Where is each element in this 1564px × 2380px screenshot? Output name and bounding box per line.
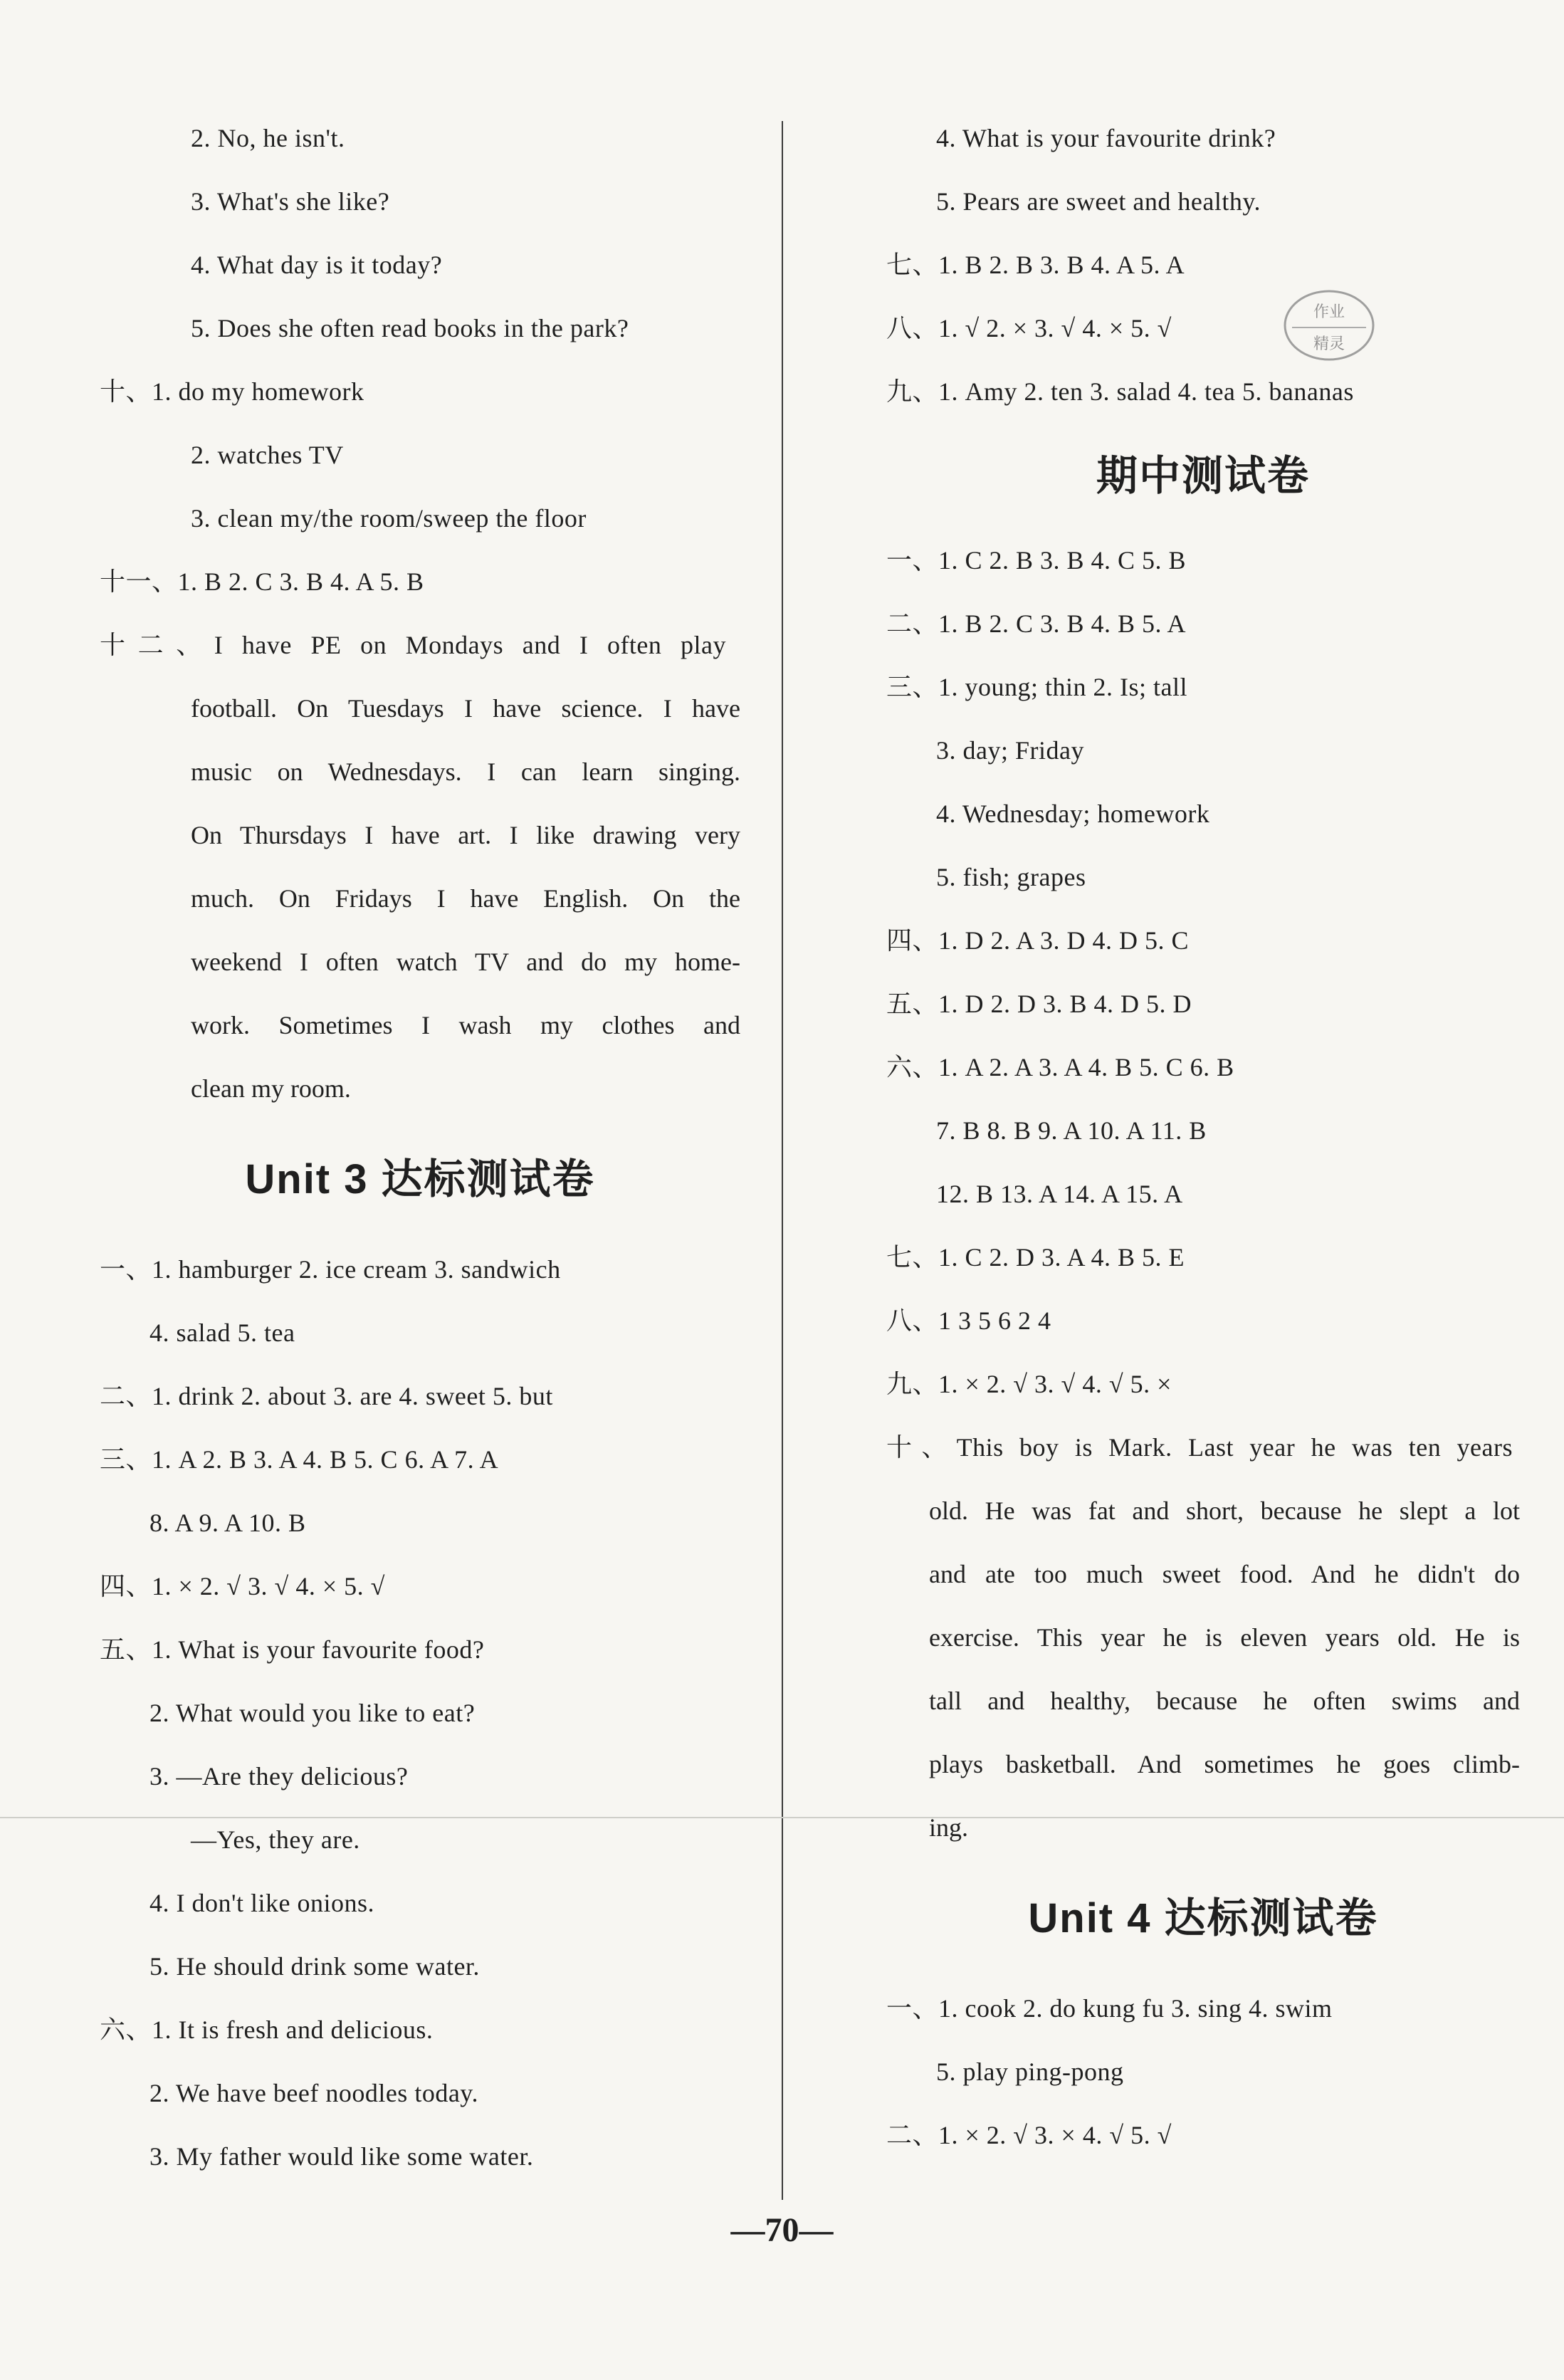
answer-line: 八、1 3 5 6 2 4 xyxy=(886,1306,1051,1335)
paragraph-line: weekend I often watch TV and do my home- xyxy=(191,948,740,976)
answer-line: 九、1. Amy 2. ten 3. salad 4. tea 5. bananas xyxy=(886,377,1354,406)
right-answers-part3 xyxy=(886,1977,1520,2167)
stamp-text-bottom: 精灵 xyxy=(1313,335,1345,353)
answer-line: 三、1. young; thin 2. Is; tall xyxy=(886,673,1187,701)
answer-line: 五、1. What is your favourite food? xyxy=(100,1635,485,1664)
answer-line: 4. What day is it today? xyxy=(191,251,443,279)
answer-line: 7. B 8. B 9. A 10. A 11. B xyxy=(936,1116,1207,1145)
answer-line: 一、1. hamburger 2. ice cream 3. sandwich xyxy=(100,1255,561,1284)
answer-line: 3. What's she like? xyxy=(191,187,390,216)
midterm-heading: 期中测试卷 xyxy=(1096,453,1310,499)
left-column xyxy=(100,107,740,2188)
answer-line: 六、1. It is fresh and delicious. xyxy=(100,2015,434,2044)
answer-line: 2. No, he isn't. xyxy=(191,124,345,152)
answer-line: 四、1. × 2. √ 3. √ 4. × 5. √ xyxy=(100,1572,385,1600)
answer-line: 2. We have beef noodles today. xyxy=(149,2079,478,2107)
answer-line: 5. Does she often read books in the park? xyxy=(191,314,629,342)
answer-line: 8. A 9. A 10. B xyxy=(149,1509,306,1537)
answer-line: 五、1. D 2. D 3. B 4. D 5. D xyxy=(886,990,1192,1018)
right-paragraph xyxy=(886,1479,1520,1860)
unit4-heading: Unit 4 达标测试卷 xyxy=(1028,1895,1378,1941)
answer-line: 十一、1. B 2. C 3. B 4. A 5. B xyxy=(100,567,424,596)
answer-line: 九、1. × 2. √ 3. √ 4. √ 5. × xyxy=(886,1370,1172,1398)
paragraph-line: football. On Tuesdays I have science. I have xyxy=(191,694,740,723)
left-paragraph xyxy=(100,677,740,1121)
answer-line: 5. Pears are sweet and healthy. xyxy=(936,187,1261,216)
answer-line: 3. My father would like some water. xyxy=(149,2142,534,2171)
answer-line: 2. What would you like to eat? xyxy=(149,1699,476,1727)
answer-line: 四、1. D 2. A 3. D 4. D 5. C xyxy=(886,926,1190,955)
answer-line: 二、1. × 2. √ 3. × 4. √ 5. √ xyxy=(886,2121,1172,2149)
answer-line: 3. —Are they delicious? xyxy=(149,1762,409,1791)
answer-line: 一、1. cook 2. do kung fu 3. sing 4. swim xyxy=(886,1994,1333,2023)
unit3-heading: Unit 3 达标测试卷 xyxy=(245,1156,595,1202)
answer-line: 七、1. C 2. D 3. A 4. B 5. E xyxy=(886,1243,1185,1272)
answer-line: 六、1. A 2. A 3. A 4. B 5. C 6. B xyxy=(886,1053,1234,1081)
answer-line: 5. play ping-pong xyxy=(936,2057,1124,2086)
paragraph-line: ing. xyxy=(929,1813,969,1842)
homework-stamp-icon xyxy=(1278,285,1377,367)
answer-line: 4. I don't like onions. xyxy=(149,1889,374,1917)
right-answers-part1 xyxy=(886,107,1520,424)
answer-line: 二、1. drink 2. about 3. are 4. sweet 5. but xyxy=(100,1382,553,1410)
stamp-text-top: 作业 xyxy=(1313,303,1345,321)
left-answers-part1 xyxy=(100,107,740,614)
answer-line: 4. salad 5. tea xyxy=(149,1319,295,1347)
right-paragraph-label: 十、This boy is Mark. Last year he was ten years xyxy=(886,1433,1513,1462)
answer-line: 12. B 13. A 14. A 15. A xyxy=(936,1180,1183,1208)
paragraph-line: old. He was fat and short, because he slept a lot xyxy=(929,1496,1520,1525)
left-paragraph-label: 十二、I have PE on Mondays and I often play xyxy=(100,631,726,659)
paragraph-line: exercise. This year he is eleven years old. He is xyxy=(929,1623,1520,1652)
answer-line: 3. day; Friday xyxy=(936,736,1084,765)
paragraph-line: and ate too much sweet food. And he didn't do xyxy=(929,1560,1520,1588)
column-divider xyxy=(782,121,783,2200)
answer-line: 5. fish; grapes xyxy=(936,863,1086,891)
answer-line: 三、1. A 2. B 3. A 4. B 5. C 6. A 7. A xyxy=(100,1445,499,1474)
answer-line: —Yes, they are. xyxy=(191,1825,360,1854)
answer-line: 七、1. B 2. B 3. B 4. A 5. A xyxy=(886,251,1185,279)
answer-line: 二、1. B 2. C 3. B 4. B 5. A xyxy=(886,609,1187,638)
answer-line: 4. Wednesday; homework xyxy=(936,800,1210,828)
answer-line: 3. clean my/the room/sweep the floor xyxy=(191,504,587,533)
page-number: —70— xyxy=(730,2211,834,2249)
answer-line: 2. watches TV xyxy=(191,441,344,469)
paragraph-line: much. On Fridays I have English. On the xyxy=(191,884,740,913)
answer-line: 4. What is your favourite drink? xyxy=(936,124,1276,152)
answer-line: 十、1. do my homework xyxy=(100,377,364,406)
paragraph-line: tall and healthy, because he often swims and xyxy=(929,1687,1520,1715)
paragraph-line: On Thursdays I have art. I like drawing very xyxy=(191,821,740,849)
answer-line: 5. He should drink some water. xyxy=(149,1952,480,1981)
paragraph-line: plays basketball. And sometimes he goes climb- xyxy=(929,1750,1520,1778)
answer-line: 一、1. C 2. B 3. B 4. C 5. B xyxy=(886,546,1187,575)
paragraph-line: music on Wednesdays. I can learn singing. xyxy=(191,757,740,786)
paragraph-line: clean my room. xyxy=(191,1074,351,1103)
answer-line: 八、1. √ 2. × 3. √ 4. × 5. √ xyxy=(886,314,1172,342)
left-answers-part2 xyxy=(100,1238,740,2188)
right-answers-part2 xyxy=(886,529,1520,1416)
paragraph-line: work. Sometimes I wash my clothes and xyxy=(191,1011,740,1039)
right-column xyxy=(886,107,1520,2167)
